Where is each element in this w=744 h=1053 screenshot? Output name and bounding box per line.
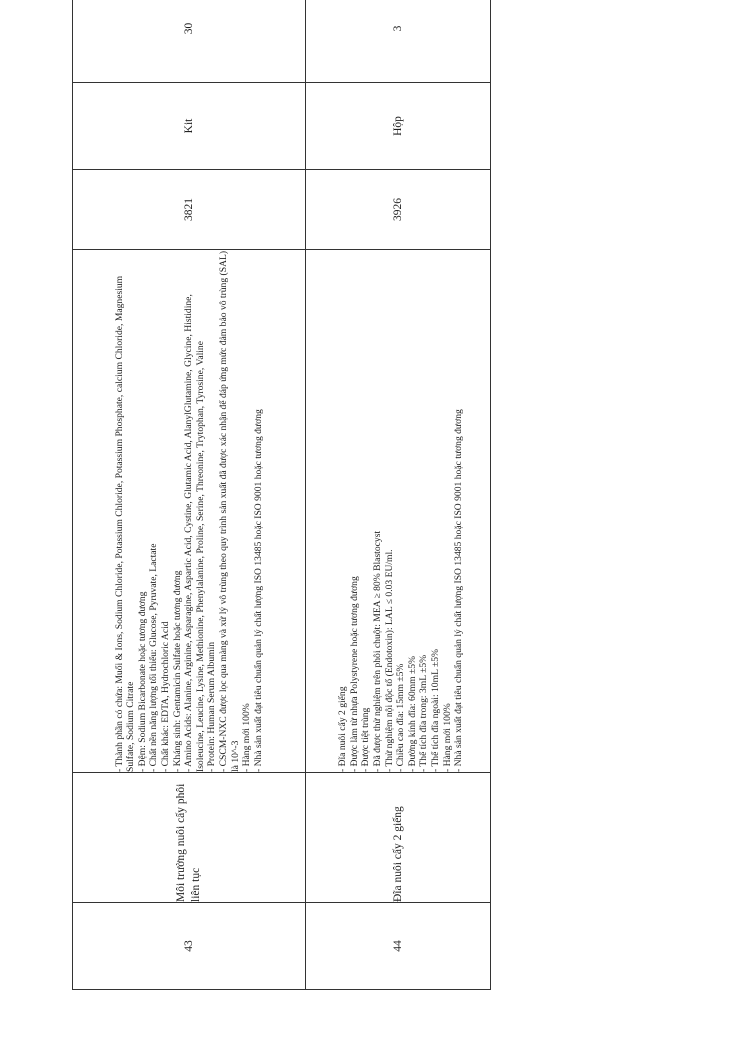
spec-line: - Hàng mới 100% <box>241 703 253 772</box>
item-name: Môi trường nuôi cấy phôi liên tục <box>73 773 306 903</box>
spec-line: - Kháng sinh: Gentamicin Sulfate hoặc tương đương <box>171 570 183 772</box>
spec-line: - Đã được thử nghiệm trên phôi chuột: MEA ≥ 80% Blastocyst <box>372 530 384 772</box>
spec-line: - Chất nền năng lượng tối thiểu: Glucose, Pyruvate, Lactate <box>148 543 160 772</box>
spec-line: - Thành phần có chứa: Muối & Ions, Sodium Chloride, Potassium Chloride, Potassium Phosphate, calcium Chloride, Magnesium Sulfate, Sodium Citrate <box>113 275 137 772</box>
spec-line: - CSCM-NXC được lọc qua màng và xử lý vô trùng theo quy trình sản xuất đã được xác nhận để đáp ứng mức đảm bảo vô trùng (SAL) là 10^-3 <box>217 250 241 772</box>
spec-line: - Protein: Human Serum Albumin <box>206 641 218 772</box>
spec-line: - Nhà sản xuất đạt tiêu chuẩn quản lý chất lượng ISO 13485 hoặc ISO 9001 hoặc tương đương <box>252 409 264 772</box>
item-code: 3926 <box>306 170 491 250</box>
item-specification <box>306 250 491 773</box>
spec-line: - Thể tích đĩa trong: 3mL ±5% <box>418 654 430 772</box>
item-number: 44 <box>306 903 491 990</box>
spec-line: - Đệm: Sodium Bicarbonate hoặc tương đương <box>136 591 148 772</box>
spec-line: - Được làm từ nhựa Polystyrene hoặc tương đương <box>348 576 360 772</box>
item-quantity: 30 <box>73 0 306 83</box>
spec-line: - Được tiệt trùng <box>360 707 372 772</box>
spec-line: - Thể tích đĩa ngoài: 10mL ±5% <box>429 648 441 772</box>
item-name: Đĩa nuôi cấy 2 giếng <box>306 773 491 903</box>
table-row <box>306 0 491 990</box>
spec-line: - Amino Acids: Alanine, Arginine, Asparagine, Aspartic Acid, Cystine, Glutamic Acid, AlanylGlutamine, Glycine, Histidine, Isoleucine, Leucine, Lysine, Methionine, Phenylalanine, Proline, Serine, Threonine, Trytophan, Tyrosine, Valine <box>183 294 206 772</box>
item-quantity: 3 <box>306 0 491 83</box>
specification-table <box>72 0 491 990</box>
spec-line: - Chất khác: EDTA, Hydrochloric Acid <box>160 621 172 772</box>
item-unit: Hộp <box>306 83 491 170</box>
table-row <box>73 0 306 990</box>
item-unit: Kit <box>73 83 306 170</box>
spec-line: - Chiều cao đĩa: 15mm ±5% <box>395 663 407 772</box>
spec-line: - Đường kính đĩa: 60mm ±5% <box>406 656 418 772</box>
spec-line: - Nhà sản xuất đạt tiêu chuẩn quản lý chất lượng ISO 13485 hoặc ISO 9001 hoặc tương đương <box>453 409 465 772</box>
spec-line: - Thử nghiệm nội độc tố (Endotoxin): LAL ≤ 0.03 EU/ml. <box>383 549 395 772</box>
item-specification <box>73 250 306 773</box>
spec-line: - Đĩa nuôi cấy 2 giếng <box>337 686 349 772</box>
spec-line: - Hàng mới 100% <box>441 703 453 772</box>
item-code: 3821 <box>73 170 306 250</box>
rotated-sheet <box>72 22 484 990</box>
item-number: 43 <box>73 903 306 990</box>
